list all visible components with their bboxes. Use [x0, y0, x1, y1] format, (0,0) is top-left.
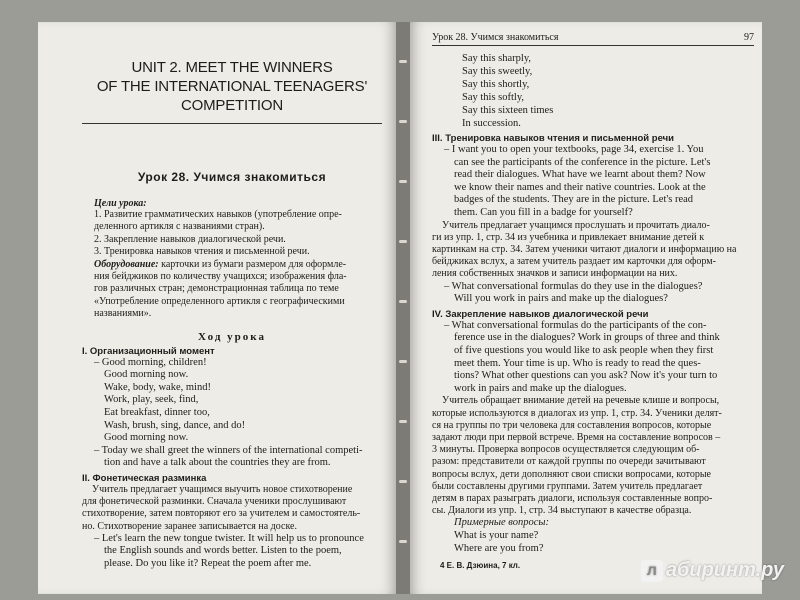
goal-line: 2. Закрепление навыков диалогической речи.: [94, 233, 286, 245]
goals-heading: Цели урока:: [94, 198, 147, 209]
paragraph-line: Учитель обращает внимание детей на речевые клише и вопросы,: [442, 395, 720, 407]
goal-line: 1. Развитие грамматических навыков (употребление опре-: [94, 209, 342, 220]
spine-binding: [399, 60, 407, 63]
speech-line: can see the participants of the conference in the picture. Let's: [454, 156, 711, 168]
page-number: 97: [744, 32, 754, 43]
paragraph-line: картинкам на стр. 34. Затем ученики читают диалоги и информацию на: [432, 243, 737, 255]
unit-title-line: UNIT 2. MEET THE WINNERS: [131, 59, 333, 76]
paragraph-line: Учитель предлагает учащимся прослушать и прочитать диало-: [442, 219, 710, 231]
signature-mark: 4 Е. В. Дзюина, 7 кл.: [440, 561, 521, 571]
speech-line: – What conversational formulas do they use in the dialogues?: [444, 280, 703, 292]
poem-line: Say this shortly,: [462, 79, 530, 90]
paragraph-line: детям в парах разыграть диалоги, используя составленные вопро-: [432, 492, 713, 504]
watermark: [641, 559, 784, 582]
paragraph-line: 3 минуты. Проверка вопросов осуществляется следующим об-: [432, 444, 700, 456]
speech-block: [432, 320, 754, 396]
example-question: Where are you from?: [454, 542, 544, 554]
paragraph: [432, 220, 754, 281]
speech-line: – I want you to open your textbooks, page 34, exercise 1. You: [444, 144, 704, 155]
speech-line: we know their names and their native countries. Look at the: [454, 181, 706, 193]
section-heading: III. Тренировка навыков чтения и письменной речи: [432, 133, 674, 144]
paragraph-line: но. Стихотворение заранее записывается на доске.: [82, 520, 297, 532]
equipment-line: «Употребление определенного артикля с географическими: [94, 295, 345, 307]
speech-line: Eat breakfast, dinner too,: [104, 407, 210, 419]
paragraph-line: были составлены другими группами. Затем учитель предлагает: [432, 480, 703, 492]
poem-line: In succession.: [462, 118, 521, 129]
paragraph-line: стихотворение, затем повторяют его за учителем и самостоятель-: [82, 508, 361, 520]
section-heading: IV. Закрепление навыков диалогической речи: [432, 308, 649, 320]
speech-line: the English sounds and words better. Listen to the poem,: [104, 545, 342, 557]
goals-list: [82, 209, 382, 259]
speech-line: – Today we shall greet the winners of the international competi-: [94, 444, 363, 456]
paragraph-line: Учитель предлагает учащимся выучить новое стихотворение: [92, 484, 353, 495]
spine-binding: [399, 180, 407, 183]
equipment-block: [82, 259, 382, 321]
speech-line: Wash, brush, sing, dance, and do!: [104, 419, 246, 431]
running-header: [432, 32, 754, 46]
left-page: [38, 22, 396, 594]
speech-line: – What conversational formulas do the participants of the con-: [444, 319, 707, 331]
speech-line: Will you work in pairs and make up the dialogues?: [454, 293, 668, 305]
poem-line: Say this softly,: [462, 92, 525, 103]
spine-binding: [399, 420, 407, 423]
paragraph-line: задают люди при первой встрече. Время на составление вопросов –: [432, 431, 721, 443]
spine-binding: [399, 480, 407, 483]
paragraph-line: вопросы вслух, дети дополняют свои списки вопросами, которые: [432, 468, 711, 480]
lesson-title: Урок 28. Учимся знакомиться: [137, 170, 327, 184]
speech-line: them. Can you fill in a badge for yourself?: [454, 206, 633, 218]
equipment-line: названиями».: [94, 308, 152, 320]
speech-line: meet them. Your time is up. Who is ready to read the ques-: [454, 357, 701, 369]
speech-line: Work, play, seek, find,: [104, 394, 199, 406]
speech-block: [432, 281, 754, 306]
equipment-line: ния бейджиков по количеству учащихся; изображения фла-: [94, 271, 347, 283]
speech-line: work in pairs and make up the dialogues.: [454, 382, 627, 394]
goal-line: деленного артикля с названиями стран).: [94, 221, 265, 233]
poem-line: Say this sharply,: [462, 53, 532, 64]
labirint-logo-icon: л: [641, 560, 663, 582]
section-heading: II. Фонетическая разминка: [82, 473, 207, 484]
paragraph-line: ги из упр. 1, стр. 34 из учебника и привлекает внимание детей к: [432, 231, 705, 243]
speech-line: – Good morning, children!: [94, 356, 207, 368]
equipment-label: Оборудование:: [94, 258, 159, 270]
spine-binding: [399, 360, 407, 363]
speech-line: ference use in the dialogues? Work in groups of three and think: [454, 332, 720, 344]
unit-title: [82, 58, 382, 115]
speech-line: please. Do you like it? Repeat the poem after me.: [104, 558, 312, 569]
watermark-text: абиринт.ру: [665, 559, 784, 581]
spine-binding: [399, 540, 407, 543]
speech-line: read their dialogues. What have we learnt about them? Now: [454, 169, 706, 181]
paragraph-line: бейджиках вслух, а затем учитель раздает им карточки для оформ-: [432, 256, 716, 268]
spine-binding: [399, 240, 407, 243]
examples-block: [432, 517, 754, 555]
equipment-line: Оборудование: карточки из бумаги размером для оформле-: [94, 258, 347, 270]
lesson-progress-heading: Ход урока: [198, 330, 266, 343]
unit-title-line: OF THE INTERNATIONAL TEENAGERS': [96, 78, 368, 95]
running-header-title: Урок 28. Учимся знакомиться: [432, 32, 559, 43]
examples-heading: Примерные вопросы:: [454, 517, 549, 529]
example-question: What is your name?: [454, 529, 539, 541]
speech-block: [82, 357, 382, 470]
paragraph-line: сы. Диалоги из упр. 1, стр. 34 выступают в качестве образца.: [432, 505, 692, 517]
speech-block: [82, 533, 382, 571]
speech-line: Wake, body, wake, mind!: [104, 381, 211, 393]
speech-line: Good morning now.: [104, 432, 189, 444]
speech-line: – Let's learn the new tongue twister. It will help us to pronounce: [94, 532, 364, 544]
spine-binding: [399, 120, 407, 123]
equipment-line: гов различных стран; демонстрационная таблица по теме: [94, 283, 339, 295]
speech-line: tion and have a talk about the countries they are from.: [104, 457, 331, 469]
speech-block: [432, 144, 754, 220]
title-rule: [82, 123, 382, 124]
paragraph-line: ся на группы по три человека для составления вопросов, которые: [432, 419, 712, 431]
paragraph: [432, 395, 754, 517]
speech-line: Good morning now.: [104, 369, 189, 381]
right-page: [410, 22, 762, 594]
book-gutter: [396, 22, 410, 594]
goal-line: 3. Тренировка навыков чтения и письменной речи.: [94, 246, 310, 258]
poem-line: Say this sixteen times: [462, 105, 554, 116]
paragraph-line: для фонетической разминки. Сначала ученики прослушивают: [82, 496, 347, 508]
poem-line: Say this sweetly,: [462, 66, 533, 77]
spine-binding: [399, 300, 407, 303]
unit-title-line: COMPETITION: [181, 97, 283, 114]
speech-line: tions? What other questions can you ask? Now it's your turn to: [454, 370, 718, 382]
left-page-content: [82, 42, 382, 571]
poem: [432, 52, 754, 130]
section-heading: I. Организационный момент: [82, 345, 215, 357]
paragraph-line: разом: представители от каждой группы по очереди зачитывают: [432, 456, 706, 468]
right-page-content: [432, 32, 754, 570]
speech-line: of five questions you would like to ask people when they first: [454, 344, 714, 356]
paragraph: [82, 484, 382, 533]
paragraph-line: которые используются в диалогах из упр. 1, стр. 34. Ученики делят-: [432, 407, 722, 419]
paragraph-line: ления собственных значков и записи информации на них.: [432, 268, 678, 280]
speech-line: badges of the students. They are in the picture. Let's read: [454, 194, 694, 206]
